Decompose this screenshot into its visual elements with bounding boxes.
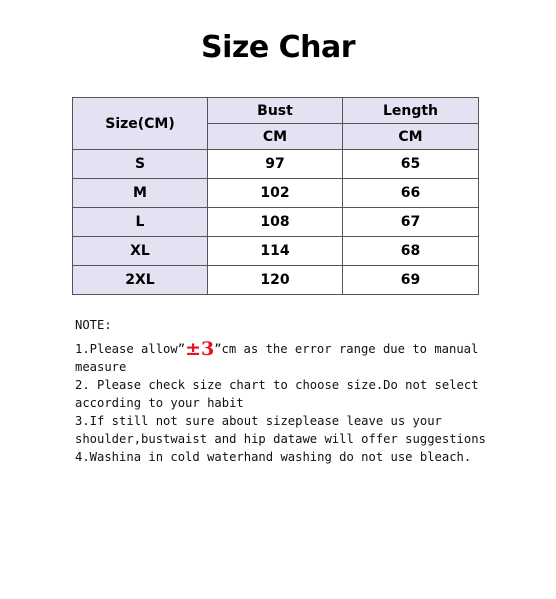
note1-prefix: 1.Please allow” — [75, 342, 186, 356]
bust-cell: 102 — [208, 179, 343, 208]
bust-cell: 120 — [208, 266, 343, 295]
size-chart-table — [72, 97, 479, 295]
size-cell: L — [73, 208, 208, 237]
table-row — [73, 208, 479, 237]
length-cell: 65 — [343, 150, 479, 179]
bust-unit-header: CM — [208, 124, 343, 150]
length-cell: 66 — [343, 179, 479, 208]
note-label: NOTE: — [75, 318, 112, 332]
size-column-header: Size(CM) — [73, 98, 208, 150]
notes-section — [75, 316, 495, 466]
page-title: Size Char — [200, 30, 356, 65]
size-cell: XL — [73, 237, 208, 266]
note-item: 3.If still not sure about sizeplease leave us your shoulder,bustwaist and hip datawe will offer suggestions — [75, 414, 486, 446]
length-cell: 68 — [343, 237, 479, 266]
size-cell: S — [73, 150, 208, 179]
length-column-header: Length — [343, 98, 479, 124]
bust-cell: 108 — [208, 208, 343, 237]
size-cell: M — [73, 179, 208, 208]
bust-column-header: Bust — [208, 98, 343, 124]
length-cell: 69 — [343, 266, 479, 295]
note-item — [75, 340, 495, 376]
table-row — [73, 150, 479, 179]
table-row — [73, 266, 479, 295]
tolerance-value: ±3 — [185, 338, 215, 360]
table-row — [73, 179, 479, 208]
length-unit-header: CM — [343, 124, 479, 150]
bust-cell: 114 — [208, 237, 343, 266]
bust-cell: 97 — [208, 150, 343, 179]
size-cell: 2XL — [73, 266, 208, 295]
note-item: 4.Washina in cold waterhand washing do not use bleach. — [75, 450, 472, 464]
note1-suffix: ”cm as the error range due to manual measure — [75, 342, 479, 374]
table-header-row — [73, 98, 479, 124]
length-cell: 67 — [343, 208, 479, 237]
table-row — [73, 237, 479, 266]
note-item: 2. Please check size chart to choose size.Do not select according to your habit — [75, 378, 479, 410]
